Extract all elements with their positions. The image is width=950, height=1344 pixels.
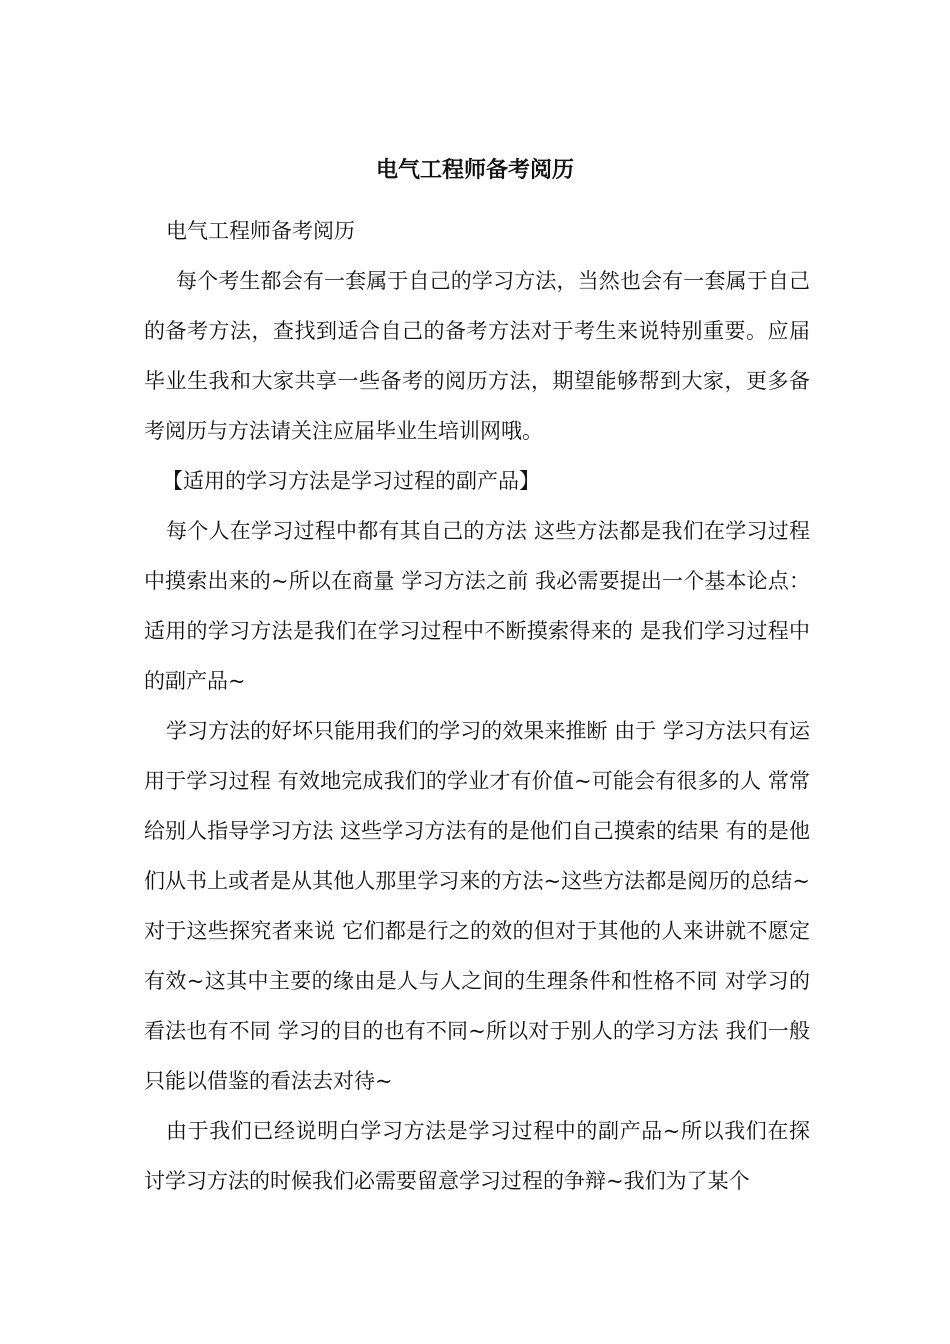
document-subtitle: 电气工程师备考阅历 bbox=[166, 219, 355, 243]
paragraph-intro: 每个考生都会有一套属于自己的学习方法，当然也会有一套属于自己的备考方法，查找到适合自己的备考方法对于考生来说特别重要。应届毕业生我和大家共享一些备考的阅历方法，期望能够帮到大家，更多备考阅历与方法请关注应届毕业生培训网哦。 bbox=[144, 269, 810, 443]
paragraph-method-discussion: 由于我们已经说明白学习方法是学习过程中的副产品~所以我们在探讨学习方法的时候我们必需要留意学习过程的争辩~我们为了某个 bbox=[144, 1119, 810, 1193]
paragraph-method-origin: 每个人在学习过程中都有其自己的方法 这些方法都是我们在学习过程中摸索出来的~所以在商量 学习方法之前 我必需要提出一个基本论点：适用的学习方法是我们在学习过程中不断摸索得来的 是我们学习过程中的副产品~ bbox=[144, 519, 810, 693]
section-heading: 【适用的学习方法是学习过程的副产品】 bbox=[162, 469, 540, 493]
document-body bbox=[144, 206, 810, 1206]
paragraph-method-evaluation: 学习方法的好坏只能用我们的学习的效果来推断 由于 学习方法只有运用于学习过程 有效地完成我们的学业才有价值~可能会有很多的人 常常给别人指导学习方法 这些学习方法有的是他们自己摸索的结果 有的是他们从书上或者是从其他人那里学习来的方法~这些方法都是阅历的总结~对于这些探究者来说 它们都是行之的效的但对于其他的人来讲就不愿定有效~这其中主要的缘由是人与人之间的生理条件和性格不同 对学习的看法也有不同 学习的目的也有不同~所以对于别人的学习方法 我们一般只能以借鉴的看法去对待~ bbox=[144, 719, 810, 1093]
document-title: 电气工程师备考阅历 bbox=[375, 157, 574, 183]
